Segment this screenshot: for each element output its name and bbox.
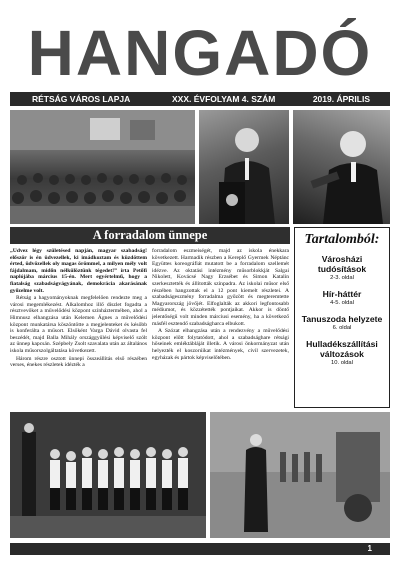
issue-info-bar: [10, 92, 390, 106]
toc-item-title: Városházi tudósítások: [317, 254, 367, 274]
choir-image: [10, 412, 206, 538]
toc-title: Tartalomból:: [304, 232, 380, 247]
speaker-image-2: [293, 110, 390, 224]
toc-item[interactable]: [298, 289, 386, 307]
article-lead-paragraph: „Üdvez légy születésed napján, magyar szabadság! először is én üdvezellek, ki imádkoztam és küzdöttem érted, üdvözellek oly magas örömmel, a milyen mély volt fájdalmam, midőn nélkülöztünk tégedet!” írta Petőfi naplójába március 15-én. Mert egyértelmű, hogy a fiatalság szabadságvágyának, demokrácia akarásának győzelme volt.: [10, 248, 147, 294]
toc-item-title: Hír-háttér: [322, 289, 362, 299]
speaker-photo-1: [199, 110, 289, 224]
toc-item-title: Tanuszoda helyzete: [301, 314, 383, 324]
toc-item-page: 6. oldal: [332, 325, 352, 331]
issue-date: 2019. ÁPRILIS: [312, 94, 370, 104]
toc-item-page: 4-5. oldal: [330, 300, 354, 306]
toc-item-page: 2-3. oldal: [330, 275, 354, 281]
page-number: 1: [367, 544, 372, 553]
toc-item[interactable]: [298, 339, 386, 367]
audience-hall-photo: [10, 110, 195, 224]
wreath-laying-photo: [210, 412, 390, 538]
speaker-photo-2: [293, 110, 390, 224]
toc-item-page: 10. oldal: [331, 360, 353, 366]
audience-hall-image: [10, 110, 195, 224]
article-paragraph: Rétság a hagyományoknak megfelelően rendezte meg a városi megemlékezést. Alkalomhoz illő díszlet fogadta a résztvevőket a művelődési központ színháztermében, ahol a Himnusz elhangzása után Kelemen Ágnes a művelődési központ munkatársa köszöntötte a megjelenteket és később is konferálta a műsort. Elsőként Varga Dávid olvasta fel beszédét, majd Balla Mihály országgyűlési képviselő szólt az ünnep kapcsán. Szépbely Zsolt szavalata után az általános iskola műsorszolgáltatása következett.: [10, 295, 147, 354]
toc-item[interactable]: [298, 254, 386, 282]
table-of-contents: [294, 227, 390, 408]
article-column-middle: [152, 248, 289, 408]
wreath-laying-image: [210, 412, 390, 538]
speaker-image-1: [199, 110, 289, 224]
choir-photo: [10, 412, 206, 538]
article-headline: A forradalom ünnepe: [10, 227, 290, 244]
article-paragraph: Három részre osztott ünnepi összeállítás első részében verses, énekes részletek idézték a: [10, 355, 147, 369]
toc-item-title: Hulladékszállítási változások: [306, 339, 378, 359]
footer-bar: [10, 543, 390, 555]
article-column-left: [10, 248, 147, 408]
paper-name: RÉTSÁG VÁROS LAPJA: [32, 94, 131, 104]
volume-number: XXX. ÉVFOLYAM 4. SZÁM: [172, 94, 276, 104]
masthead: [10, 18, 390, 88]
article-paragraph: A Szózat elhangzása után a rendezvény a művelődési központ előtt folytatódott, ahol a szabadsághare rétsági hőseinek emléktábláját illetik. A városi önkormányzat után helyezték el koszorúikat intézmények, civil szervezetek, egyházak és pártok képviselőtében.: [152, 328, 289, 361]
toc-item[interactable]: [298, 314, 386, 332]
newspaper-title: HANGADÓ: [27, 17, 373, 89]
article-paragraph: forradalom eszmeiségét, majd az iskola énekkara következett. Harmadik részben a Kereplő Gyermek Néptánc Együttes koreográfiát mutatott be a forradalom szellemét idézve. Az oktatási intézmény műsorblokkját Salgai Nikolett, Kovácsé Nagy Erzsébet és Simon Katalin szerkesztették és állították színpadra. Az iskolai műsor első részében hangzottak el a 12 pont kiemelt részletei. A szabadságeszmény forradalma győzött és megteremtette Magyarország jövőjét. Elfoglalták az akkori legfontosabb médiumot, és közzétették pontjaikat. Akkor is döntő jelentőségű volt minden márciusi esemény, ha a következő másfél esztendő szabadságharca elbukott.: [152, 248, 289, 327]
